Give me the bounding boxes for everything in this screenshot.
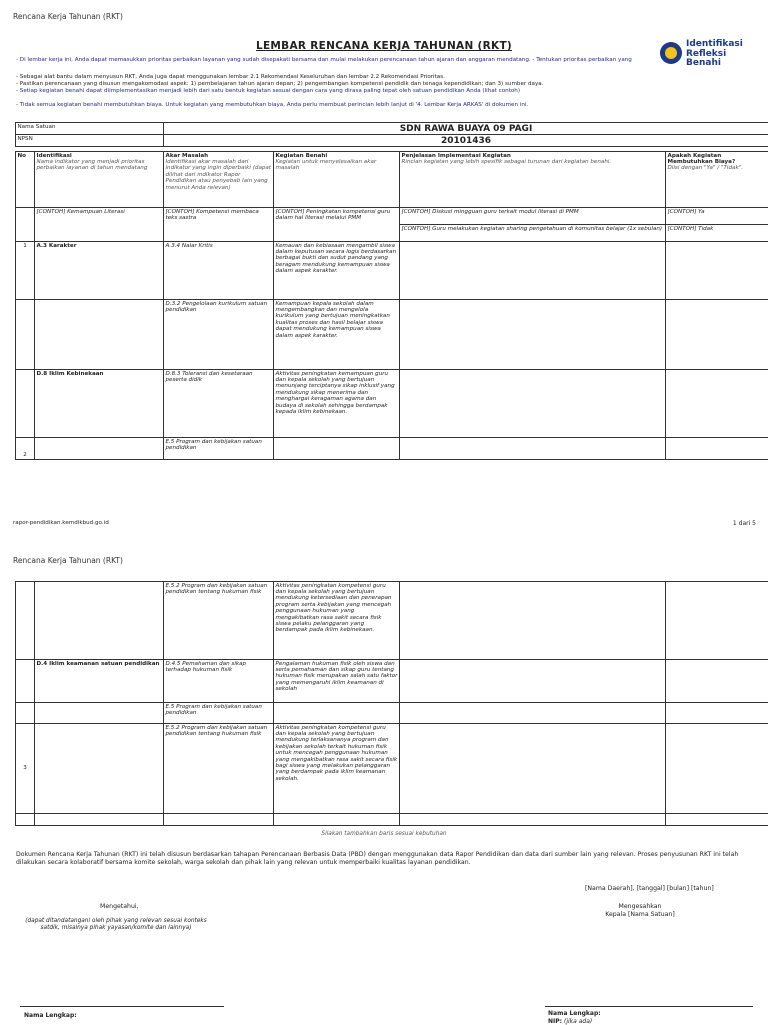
table-cell[interactable] (400, 703, 666, 724)
table-cell[interactable] (400, 660, 666, 703)
page-title: LEMBAR RENCANA KERJA TAHUNAN (RKT) (0, 40, 768, 52)
table-cell[interactable] (666, 582, 768, 660)
table-cell[interactable] (666, 660, 768, 703)
page-number: 1 dari 5 (733, 520, 756, 527)
mengetahui-note: (dapat ditandatangani oleh pihak yang relevan sesuai konteks satdik, misalnya pihak yayasan/komite dan lainnya) (20, 918, 212, 932)
header-identifikasi: Identifikasi Nama indikator yang menjadi prioritas perbaikan layanan di tahun mendatang (35, 152, 164, 208)
npsn-value: 20101436 (164, 135, 768, 147)
table-cell[interactable] (666, 438, 768, 460)
nama-lengkap-left: Nama Lengkap: (24, 1012, 77, 1019)
table-row: D.4 Iklim keamanan satuan pendidikan D.4.5 Pemahaman dan sikap terhadap hukuman fisik Pengalaman hukuman fisik oleh siswa dan serta pemahaman dan sikap guru tentang hukuman fisik merupakan salah satu faktor yang memengaruhi iklim keamanan di sekolah (16, 660, 768, 703)
table-row: D.3.2 Pengelolaan kurikulum satuan pendidikan Kemampuan kepala sekolah dalam mengembangkan dan mengelola kurikulum yang bertujuan meningkatkan kualitas proses dan hasil belajar siswa dapat mendukung kemampuan siswa dalam aspek karakter. (16, 300, 768, 370)
page-header: Rencana Kerja Tahunan (RKT) (13, 556, 123, 565)
kepala-label: Kepala [Nama Satuan] (580, 911, 700, 919)
mengetahui-label: Mengetahui, (100, 903, 139, 910)
nama-lengkap-right: Nama Lengkap: (548, 1010, 601, 1017)
table-row: E.5.2 Program dan kebijakan satuan pendidikan tentang hukuman fisik Aktivitas peningkatan kompetensi guru dan kepala sekolah yang bertujuan mendukung ketersediaan dan penerapan program serta kebijakan yang mencegah penggunaan hukuman yang mengakibatkan rasa sakit secara fisik siswa pelaku pelanggaran yang berdampak pada iklim kebinekaan. (16, 582, 768, 660)
bullet-item: - Setiap kegiatan benahi dapat diimplementasikan menjadi lebih dari satu bentuk kegiatan sesuai dengan cara yang dirasa paling tepat oleh satuan pendidikan Anda (lihat contoh) (16, 88, 756, 95)
add-rows-note: Silakan tambahkan baris sesuai kebutuhan (0, 831, 768, 837)
table-row: 2 E.5 Program dan kebijakan satuan pendidikan (16, 438, 768, 460)
header-kegiatan: Kegiatan Benahi Kegiatan untuk menyelesaikan akar masalah (274, 152, 400, 208)
bullet-list (16, 74, 756, 95)
table-row: D.8 Iklim Kebinekaan D.8.3 Toleransi dan kesetaraan peserta didik Aktivitas peningkatan kemampuan guru dan kepala sekolah yang bertujuan menunjang terciptanya sikap inklusif yang mendukung sikap menerima dan menghargai keragaman agama dan budaya di sekolah sehingga berdampak kepada iklim kebinekaan. (16, 370, 768, 438)
table-cell[interactable] (400, 242, 666, 300)
table-header-row (16, 152, 768, 208)
table-cell[interactable] (400, 724, 666, 814)
page-header: Rencana Kerja Tahunan (RKT) (13, 12, 123, 21)
table-cell[interactable] (666, 703, 768, 724)
table-cell[interactable] (400, 814, 666, 826)
signature-line (20, 1006, 224, 1007)
table-cell[interactable] (666, 814, 768, 826)
note-text: - Tidak semua kegiatan benahi membutuhkan biaya. Untuk kegiatan yang membutuhkan biaya, Anda perlu membuat perincian lebih lanjut di '4. Lembar Kerja ARKAS' di dokumen ini. (16, 102, 756, 109)
table-row (16, 814, 768, 826)
header-biaya: Apakah Kegiatan Membutuhkan Biaya? Diisi dengan "Ya" / "Tidak". (666, 152, 768, 208)
logo-line-1: Identifikasi (686, 40, 743, 50)
logo-line-2: Refleksi (686, 50, 743, 60)
signature-line (545, 1006, 753, 1007)
header-penjelasan: Penjelasan Implementasi Kegiatan Rincian kegiatan yang lebih spesifik sebagai turunan dari kegiatan benahi. (400, 152, 666, 208)
table-cell[interactable] (400, 438, 666, 460)
rkt-table-continued (15, 581, 768, 826)
satuan-label: Nama Satuan (16, 123, 164, 135)
satuan-value: SDN RAWA BUAYA 09 PAGI (164, 123, 768, 135)
table-row: E.5 Program dan kebijakan satuan pendidikan (16, 703, 768, 724)
table-cell[interactable] (666, 242, 768, 300)
table-cell[interactable] (666, 724, 768, 814)
signature-right (580, 903, 700, 919)
mengesahkan-label: Mengesahkan (580, 903, 700, 911)
table-row: 3 E.5.2 Program dan kebijakan satuan pendidikan tentang hukuman fisik Aktivitas peningkatan kompetensi guru dan kepala sekolah yang bertujuan mendukung terlaksananya program dan kebijakan sekolah terkait hukuman fisik untuk mencegah penggunaan hukuman yang mengakibatkan rasa sakit secara fisik bagi siswa yang melakukan pelanggaran yang berdampak pada iklim keamanan sekolah. (16, 724, 768, 814)
header-no: No (16, 152, 35, 208)
table-cell[interactable] (400, 370, 666, 438)
statement-text: Dokumen Rencana Kerja Tahunan (RKT) ini telah disusun berdasarkan tahapan Perencanaan Berbasis Data (PBD) dengan menggunakan data Rapor Pendidikan dan data dari sumber lain yang relevan. Proses penyusunan RKT ini telah dilakukan secara kolaboratif bersama komite sekolah, warga sekolah dan pihak lain yang relevan untuk memperbaiki kualitas layanan pendidikan. (16, 851, 758, 866)
table-cell[interactable] (400, 582, 666, 660)
example-row: [CONTOH] Kemampuan Literasi [CONTOH] Kompetensi membaca teks sastra [CONTOH] Peningkatan kompetensi guru dalam hal literasi melalui PMM [CONTOH] Diskusi mingguan guru terkait modul literasi di PMM [CONTOH] Ya (16, 208, 768, 225)
nip-label: NIP: (548, 1018, 562, 1025)
bullet-item: - Pastikan perencanaan yang disusun mengakomodasi aspek: 1) pembelajaran tahun ajaran depan; 2) pengembangan kompetensi pendidik dan tenaga kependidikan; dan 3) sumber daya. (16, 81, 756, 88)
table-cell[interactable] (666, 370, 768, 438)
table-cell[interactable] (666, 300, 768, 370)
logo-line-3: Benahi (686, 59, 743, 69)
table-cell[interactable] (400, 300, 666, 370)
table-row: 1 A.3 Karakter A.3.4 Nalar Kritis Kemauan dan kebiasaan mengambil siswa dalam keputusan secara logis berdasarkan berbagai bukti dan sudut pandang yang beragam mendukung kemampuan siswa dalam aspek karakter. (16, 242, 768, 300)
footer-url: rapor-pendidikan.kemdikbud.go.id (13, 520, 109, 526)
npsn-label: NPSN (16, 135, 164, 147)
bullet-item: - Sebagai alat bantu dalam menyusun RKT, Anda juga dapat menggunakan lembar 2.1 Rekomendasi Keseluruhan dan lembar 2.2 Rekomendasi Prioritas. (16, 74, 756, 81)
rkt-table (15, 151, 768, 460)
intro-text: - Di lembar kerja ini, Anda dapat memasukkan prioritas perbaikan layanan yang sudah disepakati bersama dan mulai melakukan perencanaan tahun ajaran dan anggaran mendatang. - Tentukan prioritas perbaikan yang (16, 57, 664, 64)
nip-note: (jika ada) (564, 1018, 592, 1025)
satuan-table (15, 122, 768, 147)
date-line: [Nama Daerah], [tanggal] [bulan] [tahun] (585, 885, 714, 892)
example-row: [CONTOH] Guru melakukan kegiatan sharing pengetahuan di komunitas belajar (1x sebulan) [CONTOH] Tidak (16, 225, 768, 242)
header-akar-masalah: Akar Masalah Identifikasi akar masalah dari indikator yang ingin diperbaiki (dapat dilihat dari indikator Rapor Pendidikan atau penyebab lain yang menurut Anda relevan) (164, 152, 274, 208)
